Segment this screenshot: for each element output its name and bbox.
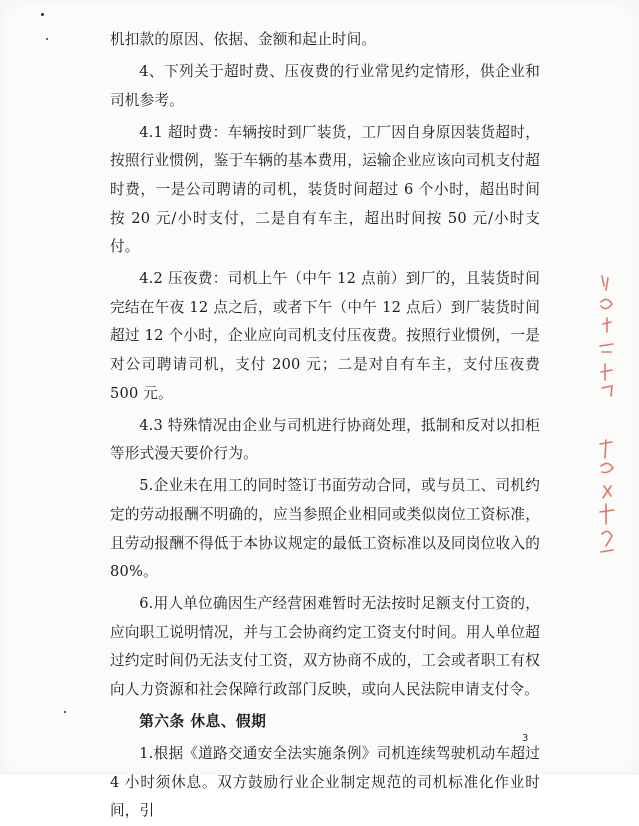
paragraph-rest-item-1: 1.根据《道路交通安全法实施条例》司机连续驾驶机动车超过 4 小时须休息。双方鼓励行业企业制定规范的司机标准化作业时间，引: [110, 745, 540, 820]
red-stamp-fragment-upper: [596, 272, 618, 400]
paragraph-item-4-1: 4.1 超时费：车辆按时到厂装货，工厂因自身原因装货超时，按照行业惯例，鉴于车辆的基本费用，运输企业应该向司机支付超时费，一是公司聘请的司机，装货时间超过 6 个小时，超出时间按 20 元/小时支付，二是自有车主，超出时间按 50 元/小时支付。: [110, 123, 540, 256]
scan-speck: [46, 38, 48, 40]
paragraph-item-4-3: 4.3 特殊情况由企业与司机进行协商处理，抵制和反对以扣柜等形式漫天要价行为。: [110, 416, 540, 463]
page-number: 3: [522, 733, 529, 744]
paragraph-item-5: 5.企业未在用工的同时签订书面劳动合同，或与员工、司机约定的劳动报酬不明确的，应当参照企业相同或类似岗位工资标准，且劳动报酬不得低于本协议规定的最低工资标准以及同岗位收入的 80%。: [110, 477, 540, 581]
paragraph-item-6: 6.用人单位确因生产经营困难暂时无法按时足额支付工资的，应向职工说明情况，并与工会协商约定工资支付时间。用人单位超过约定时间仍无法支付工资，双方协商不成的，工会或者职工有权向人力资源和社会保障行政部门反映，或向人民法院申请支付令。: [110, 595, 540, 699]
paragraph-continuation: 机扣款的原因、依据、金额和起止时间。: [110, 31, 377, 48]
red-stamp-fragment-lower: [596, 438, 618, 560]
paragraph-item-4-2: 4.2 压夜费：司机上午（中午 12 点前）到厂的，且装货时间完结在午夜 12 点之后，或者下午（中午 12 点后）到厂装货时间超过 12 个小时，企业应向司机支付压夜费。按照行业惯例，一是对公司聘请司机，支付 200 元；二是对自有车主，支付压夜费 500 元。: [110, 270, 540, 402]
scan-speck: [41, 13, 44, 16]
section-heading: 第六条 休息、假期: [139, 713, 267, 731]
document-body: [110, 26, 540, 826]
scan-speck: [64, 711, 66, 713]
paragraph-item-4: 4、下列关于超时费、压夜费的行业常见约定情形，供企业和司机参考。: [110, 63, 540, 109]
